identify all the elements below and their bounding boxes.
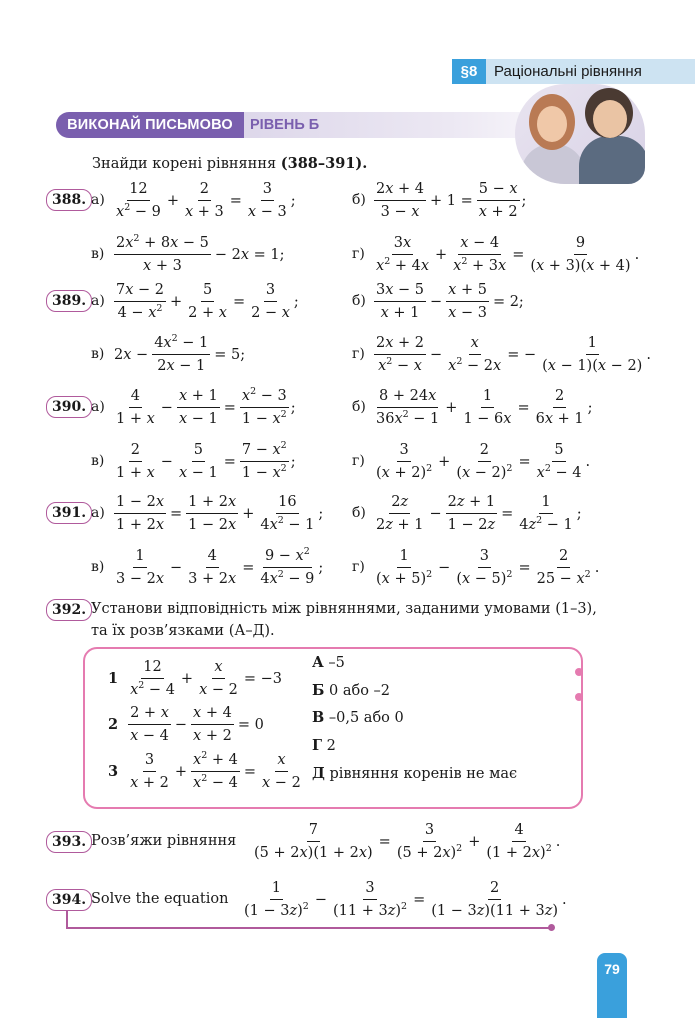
box-dot-bottom [575, 693, 583, 701]
label-b: б) [352, 505, 366, 521]
equation-388a: 12 $x^2 - 9$ + $\frac{2}{x + 3}$ = $\frac{3}{x - 3}$ ; [116, 181, 296, 220]
label-b: б) [352, 399, 366, 415]
equation-391b: 2z 2z + 1 − $\frac{2z + 1}{1 - 2z}$ = $\frac{1}{4z^2 - 1}$ ; [376, 494, 582, 533]
label-a: а) [91, 293, 105, 309]
problem-number-392: 392. [46, 599, 92, 621]
label-g: г) [352, 346, 365, 362]
equation-391a: $\frac{1 - 2x}{1 + 2x}$ = $\frac{1 + 2x}{1 - 2x}$ + $\frac{16}{4x^2 - 1}$ ; [116, 494, 324, 533]
label-v: в) [91, 559, 105, 575]
problem-number-394: 394. [46, 889, 92, 911]
answer-g: Г 2 [312, 737, 336, 754]
label-g: г) [352, 246, 365, 262]
bracket-end-dot [548, 924, 555, 931]
section-number: §8 [452, 59, 486, 84]
equation-391g: 1 $(x + 5)^2$ − $\frac{3}{(x - 5)^2}$ = $\frac{2}{25 - x^2}$ . [376, 548, 600, 587]
answer-v: В –0,5 або 0 [312, 709, 404, 726]
students-photo [515, 84, 645, 184]
task-393-text: Розв’яжи рівняння [91, 833, 237, 849]
answer-b: Б 0 або –2 [312, 682, 391, 699]
box-dot-top [575, 668, 583, 676]
label-g: г) [352, 453, 365, 469]
label-a: а) [91, 505, 105, 521]
equation-388v: $2x^2 + 8x - 5$ x + 3 − 2x = 1; [116, 233, 285, 274]
intro-text: Знайди корені рівняння (388–391). [92, 155, 368, 172]
equation-388g: 3x $x^2 + 4x$ + $\frac{x - 4}{x^2 + 3x}$ = $\frac{9}{(x + 3)(x + 4)}$ . [376, 235, 640, 274]
problem-number-393: 393. [46, 831, 92, 853]
task-392-text-line2: та їх розв’язками (А–Д). [91, 623, 275, 639]
problem-number-390: 390. [46, 396, 92, 418]
label-a: а) [91, 192, 105, 208]
equation-390b: 8 + 24x $36x^2 - 1$ + $\frac{1}{1 - 6x}$ = $\frac{2}{6x + 1}$ ; [376, 388, 593, 427]
equation-389b: 3x − 5 x + 1 − $\frac{x + 5}{x - 3}$ = 2; [376, 282, 524, 321]
answer-a: А –5 [312, 654, 345, 671]
task-394-text: Solve the equation [91, 891, 229, 907]
matching-equation-3: 3 3 x + 2 + $\frac{x^2 + 4}{x^2 - 4}$ = $\frac{x}{x - 2}$ [108, 750, 301, 791]
equation-393: $\frac{7}{(5 + 2x)(1 + 2x)}$ = $\frac{3}{(5 + 2x)^2}$ + $\frac{4}{(1 + 2x)^2}$ . [254, 822, 561, 861]
matching-equation-1: 1 12 $x^2 - 4$ + $\frac{x}{x - 2}$ = −3 [108, 659, 282, 698]
equation-391v: 1 3 − 2x − $\frac{4}{3 + 2x}$ = $\frac{9 - x^2}{4x^2 - 9}$ ; [116, 546, 324, 587]
label-v: в) [91, 453, 105, 469]
label-a: а) [91, 399, 105, 415]
label-v: в) [91, 346, 105, 362]
problem-number-388: 388. [46, 189, 92, 211]
equation-389v: 2x − $\frac{4x^2 - 1}{2x - 1}$ = 5; [114, 333, 246, 374]
write-task-banner: ВИКОНАЙ ПИСЬМОВО [56, 112, 244, 138]
equation-388b: 2x + 4 3 − x + 1 = $\frac{5 - x}{x + 2}$ ; [376, 181, 527, 220]
equation-389g: 2x + 2 $x^2 - x$ − $\frac{x}{x^2 - 2x}$ = − $\frac{1}{(x - 1)(x - 2)}$ . [376, 335, 651, 374]
problem-number-391: 391. [46, 502, 92, 524]
label-g: г) [352, 559, 365, 575]
equation-390g: 3 $(x + 2)^2$ + $\frac{2}{(x - 2)^2}$ = $\frac{5}{x^2 - 4}$ . [376, 442, 591, 481]
bracket-line-horizontal [66, 927, 552, 929]
equation-394: 1 $(1 - 3z)^2$ − $\frac{3}{(11 + 3z)^2}$ = $\frac{2}{(1 - 3z)(11 + 3z)}$ . [244, 880, 567, 919]
problem-number-389: 389. [46, 290, 92, 312]
equation-390v: 2 1 + x − $\frac{5}{x - 1}$ = $\frac{7 - x^2}{1 - x^2}$ ; [116, 440, 296, 481]
page-number: 79 [597, 953, 627, 1018]
label-b: б) [352, 192, 366, 208]
task-392-text-line1: Установи відповідність між рівняннями, заданими умовами (1–3), [91, 601, 597, 617]
section-title: Раціональні рівняння [494, 63, 642, 80]
matching-equation-2: 2 2 + x x − 4 − $\frac{x + 4}{x + 2}$ = 0 [108, 705, 264, 744]
bracket-line-vertical [66, 910, 68, 928]
level-label: РІВЕНЬ Б [250, 117, 320, 133]
label-v: в) [91, 246, 105, 262]
equation-389a: 7x − 2 $4 - x^2$ + $\frac{5}{2 + x}$ = $\frac{3}{2 - x}$ ; [116, 282, 299, 321]
answer-d: Д рівняння коренів не має [312, 765, 518, 782]
label-b: б) [352, 293, 366, 309]
equation-390a: 4 1 + x − $\frac{x + 1}{x - 1}$ = $\frac{x^2 - 3}{1 - x^2}$ ; [116, 386, 296, 427]
